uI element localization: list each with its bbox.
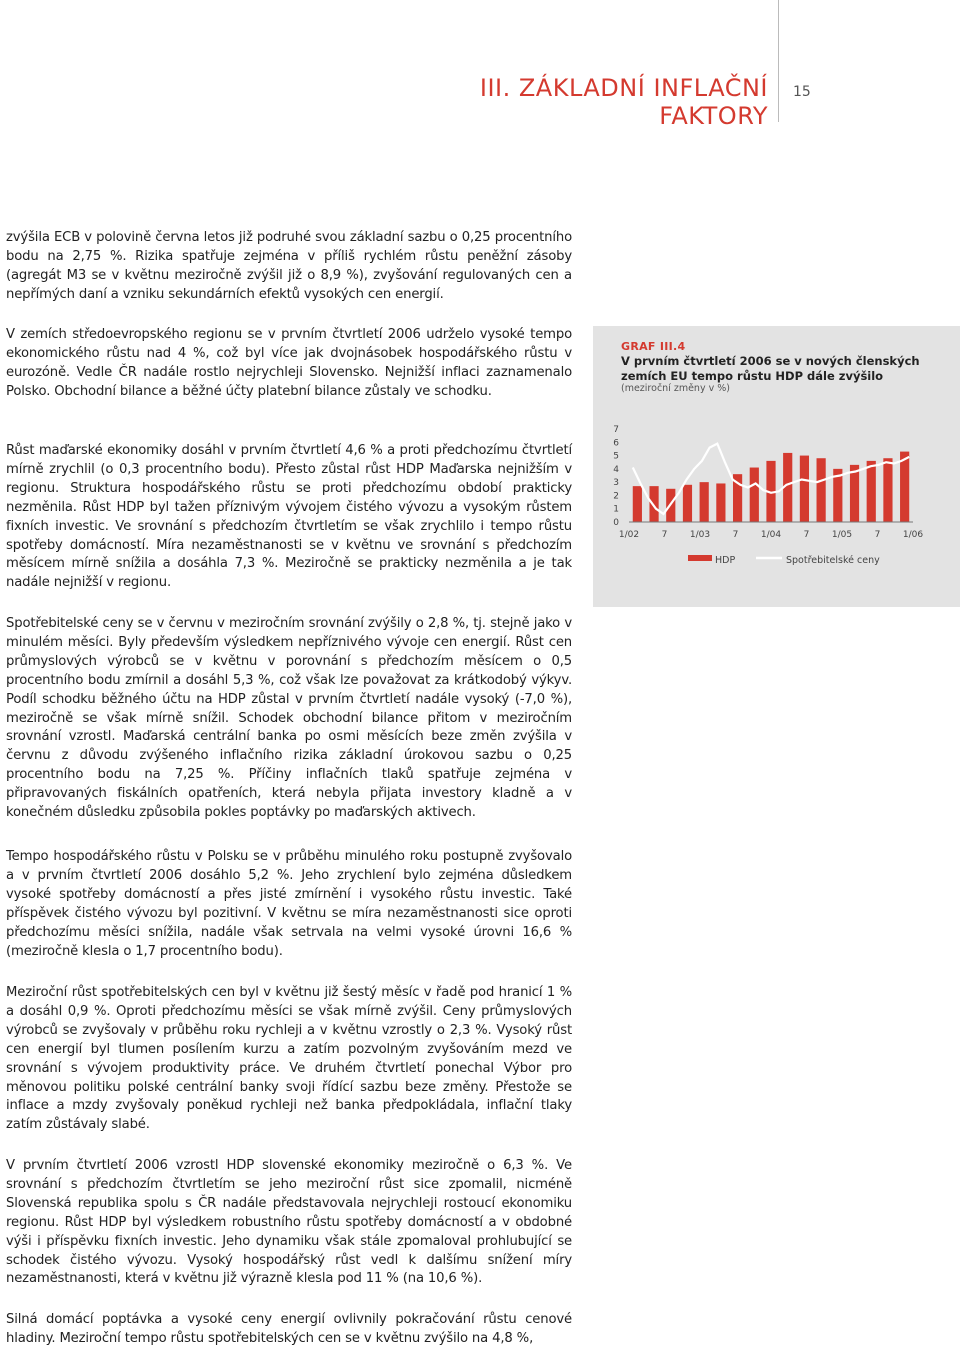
x-tick-label-0: 1/02 (618, 530, 640, 540)
paragraph-1-block (6, 229, 572, 305)
paragraph-6-block (6, 984, 572, 1135)
hdp-bar-14 (867, 461, 876, 522)
hdp-bar-13 (850, 465, 859, 522)
y-tick-label-5: 5 (613, 451, 619, 462)
y-tick-label-4: 4 (613, 464, 619, 475)
hdp-bar-4 (700, 482, 709, 522)
y-tick-label-3: 3 (613, 478, 619, 489)
header-rule-side (778, 62, 779, 122)
x-tick-label-8: 1/06 (902, 530, 924, 540)
y-tick-label-7: 7 (613, 425, 619, 435)
hdp-bar-10 (800, 456, 809, 522)
paragraph-2: V zemích středoevropského regionu se v prvním čtvrtletí 2006 udrželo vysoké tempo ekonomického růstu nad 4 %, což byl více jak dvojnásobek hospodářského růstu v eurozóně. Vedle ČR nadále rostlo nejrychleji Slovensko. Nejnižší inflaci zaznamenalo Polsko. Obchodní bilance a běžné účty platební bilance zůstaly ve schodku. (6, 327, 572, 399)
chapter-title: III. ZÁKLADNÍ INFLAČNÍ FAKTORY (479, 74, 768, 130)
x-tick-label-4: 1/04 (760, 530, 782, 540)
hdp-bar-5 (716, 483, 725, 522)
x-tick-label-6: 1/05 (831, 530, 853, 540)
paragraph-7: V prvním čtvrtletí 2006 vzrostl HDP slovenské ekonomiky meziročně o 6,3 %. Ve srovnání s předchozím čtvrtletím se jeho meziroční růst sice zpomalil, nicméně Slovenská republika spolu s ČR nadále představovala nejrychleji rostoucí ekonomiku regionu. Růst HDP byl výsledkem robustního růstu spotřeby domácností a v obdobné výši i příspěvku fixních investic. Jeho dynamiku však stále zpomaloval prohlubující se schodek čistého vývozu. Vysoký hospodářský růst vedl k dalšímu snížení míry nezaměstnanosti, která v květnu již výrazně klesla pod 11 % (na 10,6 %). (6, 1158, 572, 1287)
paragraph-2-block (6, 326, 572, 402)
chart-panel (593, 326, 960, 607)
x-tick-label-3: 7 (732, 530, 739, 540)
x-tick-label-1: 7 (661, 530, 668, 540)
y-tick-label-1: 1 (613, 504, 619, 515)
hdp-bar-11 (817, 458, 826, 522)
paragraph-4: Spotřebitelské ceny se v červnu v meziročním srovnání zvýšily o 2,8 %, tj. stejně jako v minulém měsíci. Byly především výsledkem nepříznivého vývoje cen energií. Růst cen průmyslových výrobců se v květnu v porovnání s předchozím měsícem o 0,5 procentního bodu zmírnil a dosáhl 5,3 %, což však lze považovat za krátkodobý výkyv. Podíl schodku běžného účtu na HDP zůstal v prvním čtvrtletí nadále vysoký (-7,0 %), meziročně se však mírně snížil. Schodek obchodní bilance přitom v meziročním srovnání vzrostl. Maďarská centrální banka po osmi měsících beze změn zvýšila v červnu z důvodu zvýšeného inflačního rizika základní úrokovou sazbu o 0,25 procentního bodu na 7,25 %. Příčiny inflačních tlaků spatřuje zejména v připravovaných fiskálních opatřeních, která nebyla přijata investory kladně a v konečném důsledku způsobila pokles poptávky po maďarských aktivech. (6, 616, 572, 821)
paragraph-5: Tempo hospodářského růstu v Polsku se v průběhu minulého roku postupně zvyšovalo a v prvním čtvrtletí 2006 dosáhlo 5,2 %. Jeho zrychlení bylo zejména důsledkem vysoké spotřeby domácností a přes jisté zmírnění i vysokého růstu investic. Také příspěvek čistého vývozu byl pozitivní. V květnu se míra nezaměstnanosti sice oproti předchozímu měsíci snížila, nadále však setrvala na velmi vysoké úrovni 16,6 % (meziročně klesla o 1,7 procentního bodu). (6, 849, 572, 959)
legend-label-hdp: HDP (715, 555, 736, 566)
paragraph-8-block (6, 1311, 572, 1349)
chart-label: GRAF III.4 (621, 340, 686, 353)
hdp-bar-15 (883, 458, 892, 522)
paragraph-6: Meziroční růst spotřebitelských cen byl v květnu již šestý měsíc v řadě pod hranicí 1 % a dosáhl 0,9 %. Oproti předchozímu měsíci se však mírně zvýšil. Ceny průmyslových výrobců se zvyšovaly v průběhu roku rychleji a v květnu vzrostly o 2,3 %. Vysoký růst cen energií byl tlumen posílením kurzu a zatím pozvolným zvyšováním mezd ve srovnání s vývojem produktivity práce. Ve druhém čtvrtletí ponechal Výbor pro měnovou politiku polské centrální banky svoji řídící sazbu beze změny. Přestože se inflace a mzdy zvyšovaly poněkud rychleji než banka předpokládala, inflační tlaky zatím zůstávaly slabé. (6, 985, 572, 1133)
chart-title: V prvním čtvrtletí 2006 se v nových členských zemích EU tempo růstu HDP dále zvýšilo (621, 354, 920, 383)
header-rule-top (778, 0, 779, 62)
paragraph-1: zvýšila ECB v polovině června letos již podruhé svou základní sazbu o 0,25 procentního bodu na 2,75 %. Rizika spatřuje zejména v příliš rychlém růstu peněžní zásoby (agregát M3 se v květnu meziročně zvýšil již o 8,9 %), zvyšování regulovaných cen a nepřímých daní a vzniku sekundárních efektů vysokých cen energií. (6, 230, 572, 302)
chart-subtitle: (meziroční změny v %) (621, 383, 730, 394)
paragraph-3: Růst maďarské ekonomiky dosáhl v prvním čtvrtletí 4,6 % a proti předchozímu čtvrtletí mírně zrychlil (o 0,3 procentního bodu). Přesto zůstal růst HDP Maďarska nejnižším v regionu. Struktura hospodářského růstu se proti předchozímu období prakticky nezměnila. Růst HDP byl tažen příznivým vývojem čistého vývozu a vysokým růstem fixních investic. Ve srovnání s předchozím čtvrtletím se však zrychlilo i tempo růstu spotřeby domácností. Míra nezaměstnanosti se v květnu ve srovnání s předchozím měsícem mírně snížila a dosáhla 7,3 %. Meziročně se prakticky nezměnila a je tak nadále nejnižší v regionu. (6, 443, 572, 591)
hdp-bar-16 (900, 452, 909, 522)
hdp-bar-1 (649, 486, 658, 522)
legend-swatch-hdp (688, 555, 712, 561)
y-tick-label-6: 6 (613, 438, 619, 449)
y-tick-label-0: 0 (613, 518, 619, 528)
paragraph-8: Silná domácí poptávka a vysoké ceny energií ovlivnily pokračování růstu cenové hladiny. Meziroční tempo růstu spotřebitelských cen se v květnu zvýšilo na 4,8 %, (6, 1312, 572, 1346)
hdp-bar-3 (683, 485, 692, 522)
legend-label-cpi: Spotřebitelské ceny (786, 555, 880, 566)
x-tick-label-2: 1/03 (689, 530, 711, 540)
x-tick-label-5: 7 (803, 530, 810, 540)
paragraph-3-block (6, 442, 572, 593)
y-tick-label-2: 2 (613, 491, 619, 502)
bar-line-chart (593, 326, 960, 607)
paragraph-7-block (6, 1157, 572, 1289)
hdp-bar-7 (750, 468, 759, 522)
page-number: 15 (793, 84, 811, 100)
hdp-bar-0 (633, 486, 642, 522)
paragraph-5-block (6, 848, 572, 961)
paragraph-4-block (6, 615, 572, 823)
x-tick-label-7: 7 (874, 530, 881, 540)
